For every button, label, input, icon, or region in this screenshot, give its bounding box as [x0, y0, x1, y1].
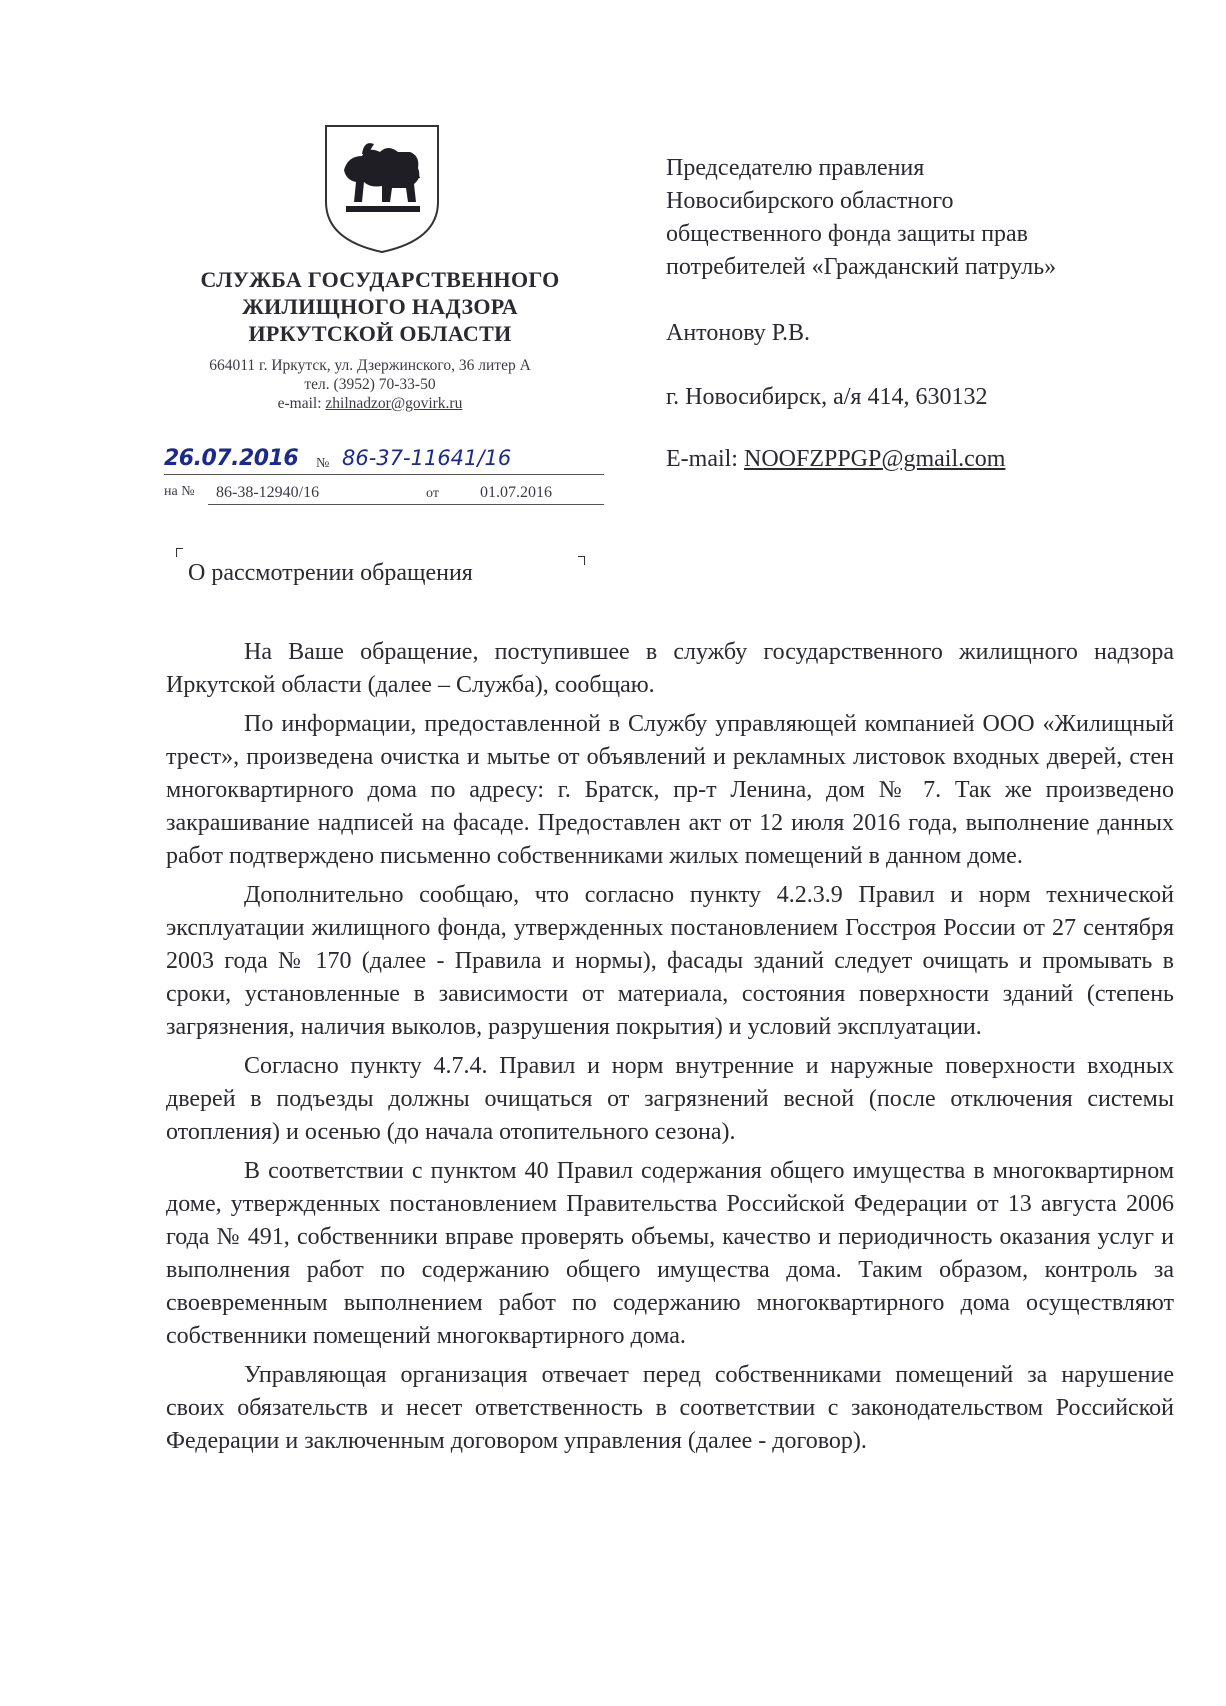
- org-email-line: [150, 394, 590, 413]
- org-name-line-2: ЖИЛИЩНОГО НАДЗОРА: [242, 294, 518, 319]
- body-paragraph: В соответствии с пунктом 40 Правил содержания общего имущества в многоквартирном доме, утвержденных постановлением Правительства Российской Федерации от 13 августа 2006 года № 491, собственники вправе проверять объемы, качество и периодичность оказания услуг и выполнения работ по содержанию общего имущества дома. Таким образом, контроль за своевременным выполнением работ по содержанию многоквартирного дома осуществляют собственники помещений многоквартирного дома.: [166, 1158, 1174, 1349]
- addressee-postal-address: г. Новосибирск, а/я 414, 630132: [666, 384, 988, 410]
- body-paragraph: Дополнительно сообщаю, что согласно пункту 4.2.3.9 Правил и норм технической эксплуатации жилищного фонда, утвержденных постановлением Госстроя России от 27 сентября 2003 года № 170 (далее - Правила и нормы), фасады зданий следует очищать и промывать в сроки, установленные в зависимости от материала, состояния поверхности зданий (степень загрязнения, наличия выколов, разрушения покрытия) и условий эксплуатации.: [166, 882, 1174, 1040]
- addressee-email-link[interactable]: NOOFZPPGP@gmail.com: [743, 446, 1006, 472]
- letter-body: [166, 636, 1174, 1464]
- registration-number-label: №: [316, 456, 330, 471]
- letter-subject: О рассмотрении обращения: [188, 560, 473, 586]
- registration-divider: [164, 474, 604, 475]
- body-paragraph: По информации, предоставленной в Службу управляющей компанией ООО «Жилищный трест», произведена очистка и мытье от объявлений и рекламных листовок входных дверей, стен многоквартирного дома по адресу: г. Братск, пр-т Ленина, дом № 7. Так же произведено закрашивание надписей на фасаде. Предоставлен акт от 12 июля 2016 года, выполнение данных работ подтверждено письменно собственниками жилых помещений в данном доме.: [166, 711, 1174, 869]
- organization-contacts: [150, 356, 590, 413]
- registration-date: 26.07.2016: [164, 446, 299, 471]
- body-paragraph: Управляющая организация отвечает перед собственниками помещений за нарушение своих обязательств и несет ответственность в соответствии с законодательством Российской Федерации и заключенным договором управления (далее - договор).: [166, 1362, 1174, 1454]
- org-phone-line: тел. (3952) 70-33-50: [304, 376, 436, 393]
- subject-bracket-left: [176, 548, 183, 557]
- body-paragraph: На Ваше обращение, поступившее в службу государственного жилищного надзора Иркутской области (далее – Служба), сообщаю.: [166, 639, 1174, 698]
- org-address-line: 664011 г. Иркутск, ул. Дзержинского, 36 литер А: [209, 357, 531, 374]
- org-email-label: e-mail:: [277, 395, 322, 412]
- addressee-email-label: E-mail:: [666, 446, 738, 472]
- coat-of-arms-icon: [322, 122, 442, 256]
- org-email-link[interactable]: zhilnadzor@govirk.ru: [325, 395, 463, 412]
- in-reply-number: 86-38-12940/16: [216, 484, 320, 501]
- addressee-line-4: потребителей «Гражданский патруль»: [666, 254, 1057, 280]
- from-label: от: [426, 486, 439, 501]
- subject-bracket-right: [578, 556, 585, 565]
- addressee-line-2: Новосибирского областного: [666, 188, 954, 214]
- addressee-block: [666, 152, 1186, 284]
- addressee-email-line: [666, 446, 1005, 473]
- in-reply-label: на №: [164, 484, 195, 499]
- reply-reference-row: [164, 484, 604, 510]
- addressee-line-1: Председателю правления: [666, 155, 925, 181]
- addressee-line-3: общественного фонда защиты прав: [666, 221, 1029, 247]
- registration-row: [164, 446, 604, 478]
- reply-divider: [208, 504, 604, 505]
- organization-name: [150, 266, 610, 347]
- addressee-name: Антонову Р.В.: [666, 320, 811, 346]
- org-name-line-3: ИРКУТСКОЙ ОБЛАСТИ: [248, 321, 512, 346]
- org-name-line-1: СЛУЖБА ГОСУДАРСТВЕННОГО: [200, 267, 560, 292]
- registration-number: 86-37-11641/16: [342, 446, 512, 470]
- in-reply-date: 01.07.2016: [480, 484, 552, 501]
- body-paragraph: Согласно пункту 4.7.4. Правил и норм внутренние и наружные поверхности входных дверей в подъезды должны очищаться от загрязнений весной (после отключения системы отопления) и осенью (до начала отопительного сезона).: [166, 1053, 1174, 1145]
